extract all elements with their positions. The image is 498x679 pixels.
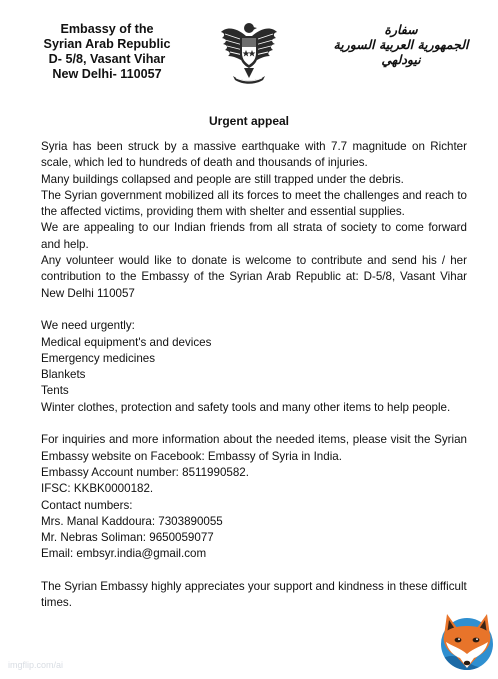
contact-phone: Mrs. Manal Kaddoura: 7303890055 [41,514,223,528]
syrian-eagle-emblem-icon [219,18,279,86]
contact-phone: Mr. Nebras Soliman: 9650059077 [41,531,214,545]
watermark: imgflip.com/ai [8,660,64,670]
contact-email: Email: embsyr.india@gmail.com [41,547,207,561]
contact-details [41,465,467,563]
body-paragraph: Syria has been struck by a massive earthquake with 7.7 magnitude on Richter scale, which led to hundreds of death and thousands of injuries. [41,140,467,170]
address-line: Embassy of the [60,22,154,36]
address-line: D- 5/8, Vasant Vihar [48,52,166,66]
body-paragraph: Many buildings collapsed and people are still trapped under the debris. [41,172,404,186]
body-paragraph: Any volunteer would like to donate is welcome to contribute and send his / her contribution to the Embassy of the Syrian Arab Republic at: D-5/8, Vasant Vihar New Delhi 110057 [41,254,467,300]
address-line: Syrian Arab Republic [43,37,171,51]
account-number: Embassy Account number: 8511990582. [41,465,249,479]
contact-heading: Contact numbers: [41,498,133,512]
body-paragraph: We are appealing to our Indian friends from all strata of society to come forward and help. [41,221,467,251]
contact-intro: For inquiries and more information about the needed items, please visit the Syrian Embassy website on Facebook: Embassy of Syria in India. [41,433,467,463]
embassy-address-en [22,22,192,82]
address-line: New Delhi- 110057 [52,67,162,81]
list-item: Winter clothes, protection and safety tools and many other items to help people. [41,400,451,414]
list-item: Tents [41,384,69,398]
address-line: الجمهورية العربية السورية [333,37,469,52]
embassy-address-ar [326,22,476,67]
fox-logo-icon [438,610,496,674]
list-item: Medical equipment's and devices [41,335,212,349]
needs-heading: We need urgently: [41,319,135,333]
page-title: Urgent appeal [208,114,289,128]
ifsc-code: IFSC: KKBK0000182. [41,482,154,496]
body-paragraph: The Syrian government mobilized all its forces to meet the challenges and reach to the affected victims, providing them with shelter and essential supplies. [41,188,467,219]
needs-list [41,318,467,399]
list-item: Blankets [41,368,86,382]
closing-paragraph: The Syrian Embassy highly appreciates your support and kindness in these difficult times. [41,580,467,610]
address-line: سفارة [384,22,418,37]
letter-body [41,139,467,612]
address-line: نيودلهي [381,52,421,67]
list-item: Emergency medicines [41,351,156,365]
